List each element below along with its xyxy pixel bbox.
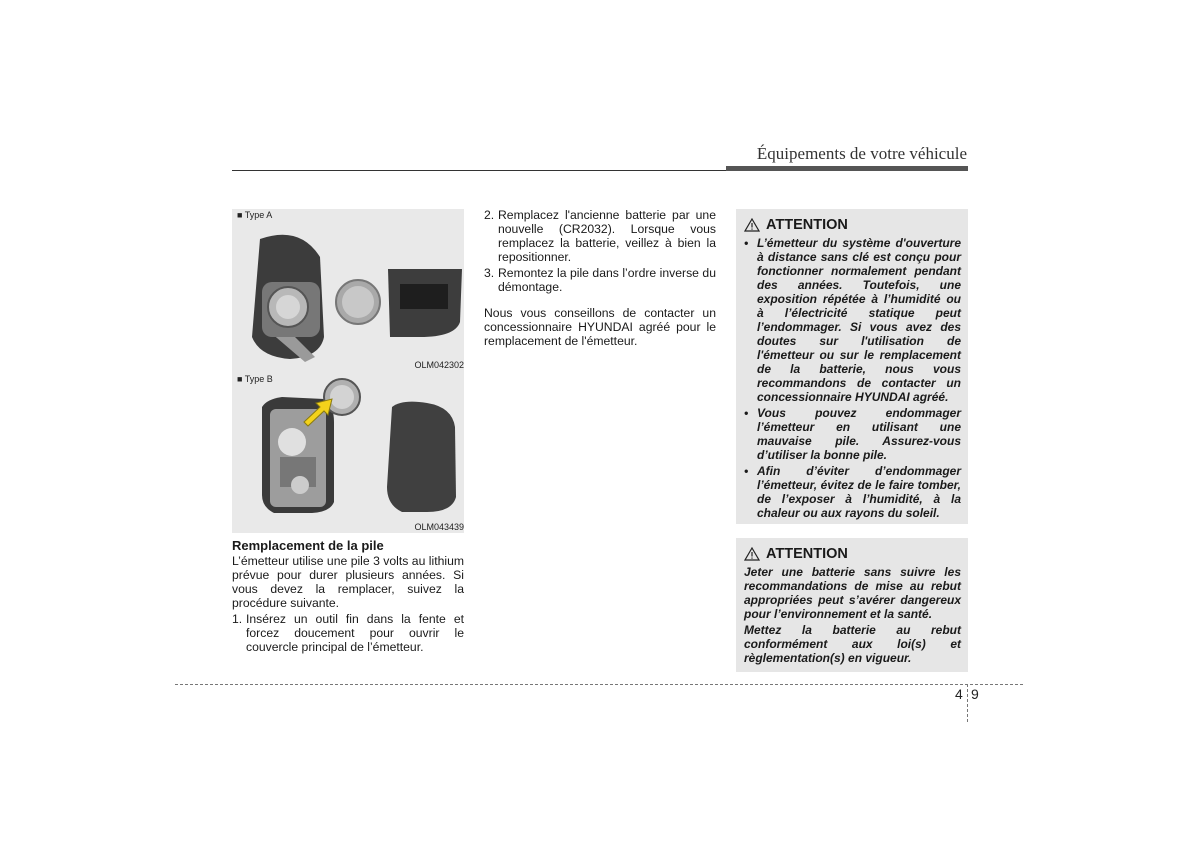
bullet-dot: •	[744, 464, 749, 478]
attention-title-text: ATTENTION	[766, 546, 848, 562]
figure-label: ■ Type A	[237, 210, 273, 220]
attention-body	[744, 565, 961, 665]
figure-code: OLM042302	[414, 360, 464, 370]
header-rule-thick	[726, 166, 968, 171]
figure-label: ■ Type B	[237, 374, 273, 384]
bullet-dot: •	[744, 236, 749, 250]
step-text: Remplacez l'ancienne batterie par une nouvelle (CR2032). Lorsque vous remplacez la batterie, veillez à bien la repositionner.	[498, 208, 716, 264]
step-2	[484, 208, 716, 264]
attention-box-1	[736, 209, 968, 524]
attention-bullet	[744, 236, 961, 404]
dealer-note: Nous vous conseillons de contacter un concessionnaire HYUNDAI agréé pour le remplacement de l'émetteur.	[484, 306, 716, 348]
footer-page-divider	[967, 684, 968, 722]
left-column-text	[232, 539, 464, 654]
warning-triangle-icon	[744, 218, 760, 232]
step-1	[232, 612, 464, 654]
figure-type-b	[232, 372, 464, 533]
intro-paragraph: L’émetteur utilise une pile 3 volts au lithium prévue pour durer plusieurs années. Si vous devez la remplacer, suivez la procédure suivante.	[232, 554, 464, 610]
bullet-dot: •	[744, 406, 749, 420]
attention-bullet	[744, 464, 961, 520]
attention-title	[744, 217, 961, 233]
step-text: Insérez un outil fin dans la fente et forcez doucement pour ouvrir le couvercle principal de l’émetteur.	[246, 612, 464, 654]
middle-column-text	[484, 208, 716, 348]
step-number: 3.	[484, 266, 495, 280]
attention-box-2	[736, 538, 968, 672]
figure-type-a	[232, 209, 464, 372]
bullet-text: Afin d’éviter d’endommager l’émetteur, évitez de le faire tomber, de l’exposer à l’humidité, à la chaleur ou aux rayons du soleil.	[757, 464, 961, 520]
section-heading: Remplacement de la pile	[232, 538, 384, 553]
step-3	[484, 266, 716, 294]
page-number: 9	[971, 686, 979, 702]
footer-dashed-line	[175, 684, 1023, 685]
chapter-number: 4	[955, 686, 963, 702]
attention-paragraph: Jeter une batterie sans suivre les recommandations de mise au rebut appropriées peut s’avérer dangereux pour l’environnement et la santé.	[744, 565, 961, 621]
bullet-text: Vous pouvez endommager l’émetteur en utilisant une mauvaise pile. Assurez-vous d’utiliser la bonne pile.	[757, 406, 961, 462]
attention-title-text: ATTENTION	[766, 217, 848, 233]
header-rule-thin	[232, 170, 726, 171]
step-text: Remontez la pile dans l’ordre inverse du démontage.	[498, 266, 716, 294]
key-fob-open-image	[240, 227, 462, 362]
page-header-title: Équipements de votre véhicule	[756, 144, 967, 163]
attention-body	[744, 236, 961, 520]
warning-triangle-icon	[744, 547, 760, 561]
key-fob-battery-image	[252, 377, 462, 517]
bullet-text: L’émetteur du système d'ouverture à distance sans clé est conçu pour fonctionner normalement pendant des années. Toutefois, une exposition répétée à l’humidité ou à l’électricité statique peut l’endommager. Si vous avez des doutes sur l'utilisation de l'émetteur ou sur le remplacement de la batterie, nous vous recommandons de contacter un concessionnaire HYUNDAI agréé.	[757, 236, 961, 404]
attention-bullet	[744, 406, 961, 462]
attention-paragraph: Mettez la batterie au rebut conformément aux loi(s) et règlementation(s) en vigueur.	[744, 623, 961, 665]
step-number: 2.	[484, 208, 495, 222]
figure-code: OLM043439	[414, 522, 464, 532]
step-number: 1.	[232, 612, 243, 626]
attention-title	[744, 546, 961, 562]
